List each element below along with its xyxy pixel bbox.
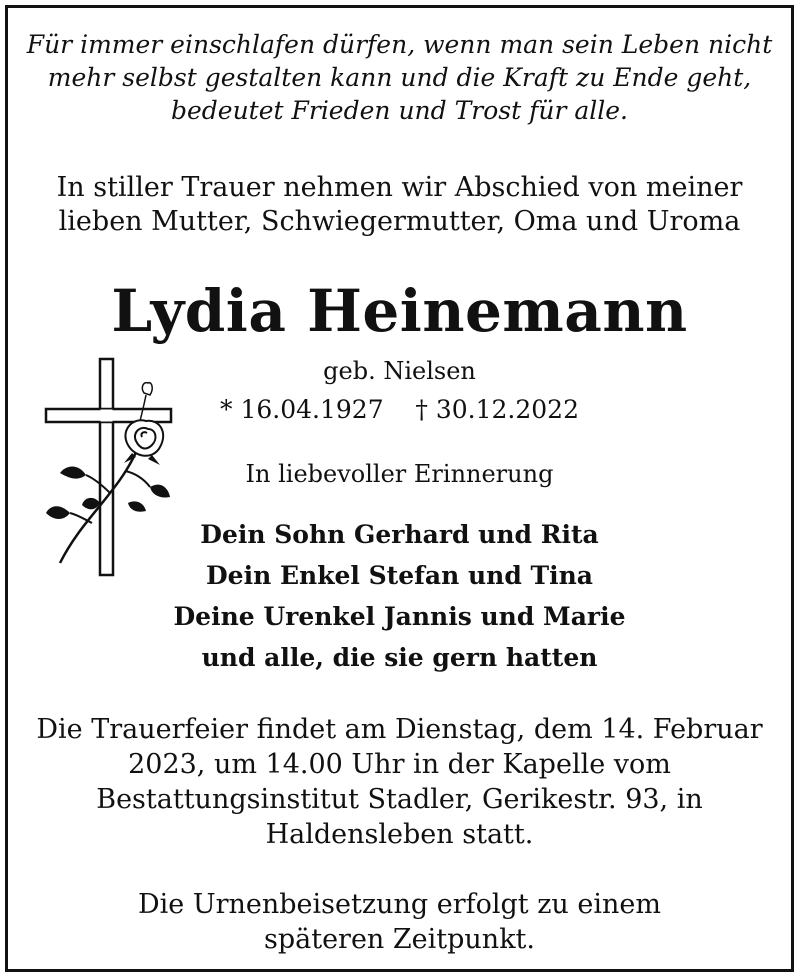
life-dates: * 16.04.1927 † 30.12.2022 [220, 395, 579, 424]
birth-name: geb. Nielsen [323, 357, 476, 385]
intro-line-1: In stiller Trauer nehmen wir Abschied von meiner [56, 172, 743, 203]
burial-line-2: späteren Zeitpunkt. [263, 924, 535, 955]
ceremony-line-1: Die Trauerfeier findet am Dienstag, dem 14. Februar [36, 714, 763, 745]
ceremony-line-4: Haldensleben statt. [265, 819, 534, 850]
poem-line-2: mehr selbst gestalten kann und die Kraft zu Ende geht, [47, 63, 752, 92]
family-line-3: Deine Urenkel Jannis und Marie [173, 602, 626, 631]
deceased-name: Lydia Heinemann [111, 277, 688, 345]
obituary-notice [5, 5, 794, 972]
family-line-4: und alle, die sie gern hatten [201, 643, 598, 672]
memory-line: In liebevoller Erinnerung [245, 460, 554, 488]
cross-with-rose-icon [40, 353, 180, 583]
burial-line-1: Die Urnenbeisetzung erfolgt zu einem [138, 889, 661, 920]
intro-line-2: lieben Mutter, Schwiegermutter, Oma und Uroma [58, 206, 741, 237]
poem-line-1: Für immer einschlafen dürfen, wenn man sein Leben nicht [26, 30, 773, 59]
ceremony-line-3: Bestattungsinstitut Stadler, Gerikestr. 93, in [96, 784, 703, 815]
family-line-2: Dein Enkel Stefan und Tina [206, 561, 593, 590]
poem-line-3: bedeutet Frieden und Trost für alle. [170, 96, 628, 125]
ceremony-line-2: 2023, um 14.00 Uhr in der Kapelle vom [128, 749, 671, 780]
family-line-1: Dein Sohn Gerhard und Rita [200, 520, 599, 549]
